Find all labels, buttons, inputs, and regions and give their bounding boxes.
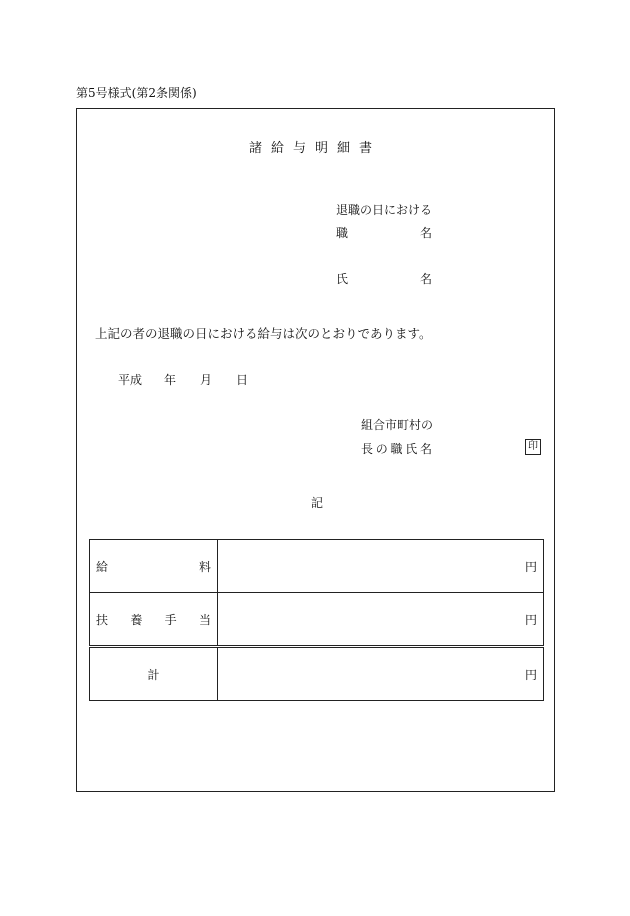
row-label: 扶 養 手 当: [90, 593, 218, 647]
name-label: 氏 名: [336, 272, 432, 286]
date-month: 月: [200, 373, 213, 387]
document-title: 諸給与明細書: [248, 141, 381, 156]
date-year: 年: [164, 373, 177, 387]
total-row: [90, 647, 544, 701]
table-row: [90, 593, 544, 647]
row-label: 給 料: [90, 540, 218, 593]
record-heading: 記: [311, 496, 324, 510]
total-amount: 円: [218, 647, 544, 701]
date-day: 日: [236, 373, 249, 387]
table-row: [90, 540, 544, 593]
statement-text: 上記の者の退職の日における給与は次のとおりであります。: [95, 326, 432, 341]
form-number-label: 第5号様式(第2条関係): [76, 86, 197, 100]
seal-mark: 印: [525, 439, 541, 455]
row-amount: 円: [218, 540, 544, 593]
issuer-line1: 組合市町村の: [361, 418, 434, 432]
salary-detail-table: [89, 539, 544, 701]
issuer-line2: 長 の 職 氏 名: [361, 442, 432, 456]
position-label: 職 名: [336, 226, 432, 240]
retirement-caption: 退職の日における: [336, 203, 433, 217]
total-label: 計: [90, 647, 218, 701]
row-amount: 円: [218, 593, 544, 647]
date-era: 平成: [118, 373, 143, 387]
